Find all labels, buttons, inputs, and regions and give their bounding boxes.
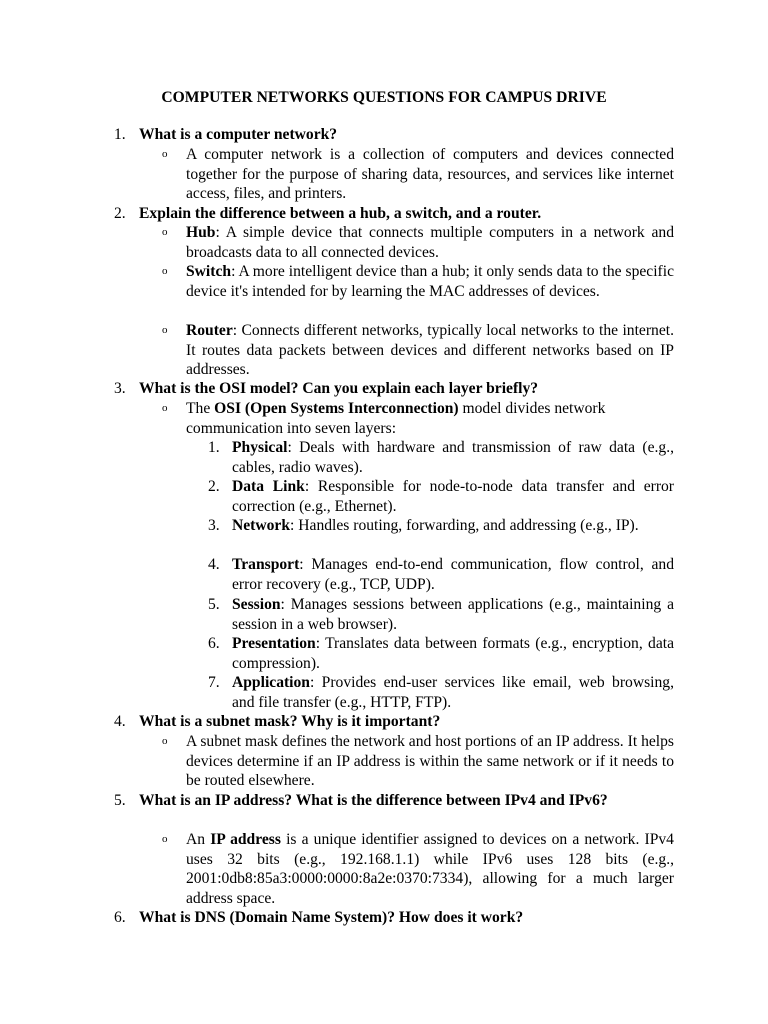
answer-bullet <box>162 321 674 380</box>
layer-text: Transport: Manages end-to-end communication, flow control, and error recovery (e.g., TCP, UDP). <box>232 556 674 593</box>
answer-text: Hub: A simple device that connects multiple computers in a network and broadcasts data to all connected devices. <box>186 224 674 261</box>
question-number: 6. <box>114 909 126 926</box>
layer-text: Presentation: Translates data between formats (e.g., encryption, data compression). <box>232 635 674 672</box>
answer-bullet <box>162 732 674 791</box>
answer-text: The OSI (Open Systems Interconnection) model divides network communication into seven layers: <box>186 400 606 437</box>
answer-bullet <box>162 830 674 908</box>
question-4 <box>114 712 674 732</box>
layer-number: 6. <box>208 635 220 652</box>
osi-layer <box>208 634 674 673</box>
question-number: 2. <box>114 205 126 222</box>
question-2 <box>114 204 674 224</box>
bullet-marker: o <box>162 148 168 160</box>
layer-text: Data Link: Responsible for node-to-node data transfer and error correction (e.g., Ethernet). <box>232 478 674 515</box>
question-text: What is an IP address? What is the difference between IPv4 and IPv6? <box>139 792 608 809</box>
term: Application <box>232 674 310 691</box>
question-text: What is a subnet mask? Why is it important? <box>139 713 441 730</box>
question-text: Explain the difference between a hub, a switch, and a router. <box>139 205 542 222</box>
osi-layer <box>208 516 674 536</box>
term: Transport <box>232 556 300 573</box>
question-number: 4. <box>114 713 126 730</box>
term: Router <box>186 322 233 339</box>
question-5 <box>114 791 674 811</box>
osi-layer <box>208 438 674 477</box>
term: Network <box>232 517 291 534</box>
layer-number: 1. <box>208 439 220 456</box>
question-text: What is a computer network? <box>139 126 338 143</box>
answer-bullet <box>162 262 674 301</box>
term: Switch <box>186 263 232 280</box>
answer-text: A computer network is a collection of computers and devices connected together for the purpose of sharing data, resources, and services like internet access, files, and printers. <box>186 146 674 202</box>
term: OSI (Open Systems Interconnection) <box>214 400 459 417</box>
question-3 <box>114 379 674 399</box>
answer-bullet <box>162 223 674 262</box>
layer-text: Application: Provides end-user services like email, web browsing, and file transfer (e.g., HTTP, FTP). <box>232 674 674 711</box>
question-text: What is the OSI model? Can you explain each layer briefly? <box>139 380 539 397</box>
bullet-marker: o <box>162 833 168 845</box>
question-number: 3. <box>114 380 126 397</box>
osi-layer <box>208 595 674 634</box>
term: Data Link <box>232 478 305 495</box>
bullet-marker: o <box>162 324 168 336</box>
osi-layer <box>208 555 674 594</box>
answer-bullet <box>162 399 674 438</box>
bullet-marker: o <box>162 226 168 238</box>
term: IP address <box>210 831 281 848</box>
layer-number: 3. <box>208 517 220 534</box>
term: Physical <box>232 439 288 456</box>
layer-number: 2. <box>208 478 220 495</box>
term: Session <box>232 596 281 613</box>
question-number: 1. <box>114 126 126 143</box>
term: Presentation <box>232 635 316 652</box>
bullet-marker: o <box>162 735 168 747</box>
layer-text: Physical: Deals with hardware and transmission of raw data (e.g., cables, radio waves). <box>232 439 674 476</box>
question-text: What is DNS (Domain Name System)? How does it work? <box>139 909 524 926</box>
answer-bullet <box>162 145 674 204</box>
layer-number: 7. <box>208 674 220 691</box>
layer-text: Network: Handles routing, forwarding, and addressing (e.g., IP). <box>232 517 639 534</box>
layer-number: 4. <box>208 556 220 573</box>
osi-layer <box>208 673 674 712</box>
osi-layer <box>208 477 674 516</box>
layer-text: Session: Manages sessions between applications (e.g., maintaining a session in a web browser). <box>232 596 674 633</box>
answer-text: Switch: A more intelligent device than a hub; it only sends data to the specific device it's intended for by learning the MAC addresses of devices. <box>186 263 674 300</box>
answer-text: A subnet mask defines the network and host portions of an IP address. It helps devices determine if an IP address is within the same network or if it needs to be routed elsewhere. <box>186 733 674 789</box>
layer-number: 5. <box>208 596 220 613</box>
bullet-marker: o <box>162 402 168 414</box>
question-1 <box>114 125 674 145</box>
bullet-marker: o <box>162 265 168 277</box>
answer-text: An IP address is a unique identifier assigned to devices on a network. IPv4 uses 32 bits (e.g., 192.168.1.1) while IPv6 uses 128 bits (e.g., 2001:0db8:85a3:0000:0000:8a2e:0370:7334), allowing for a much larger address space. <box>186 831 674 907</box>
page-title: COMPUTER NETWORKS QUESTIONS FOR CAMPUS DRIVE <box>161 89 607 106</box>
answer-text: Router: Connects different networks, typically local networks to the internet. It routes data packets between devices and different networks based on IP addresses. <box>186 322 674 378</box>
question-number: 5. <box>114 792 126 809</box>
question-6 <box>114 908 674 928</box>
term: Hub <box>186 224 216 241</box>
